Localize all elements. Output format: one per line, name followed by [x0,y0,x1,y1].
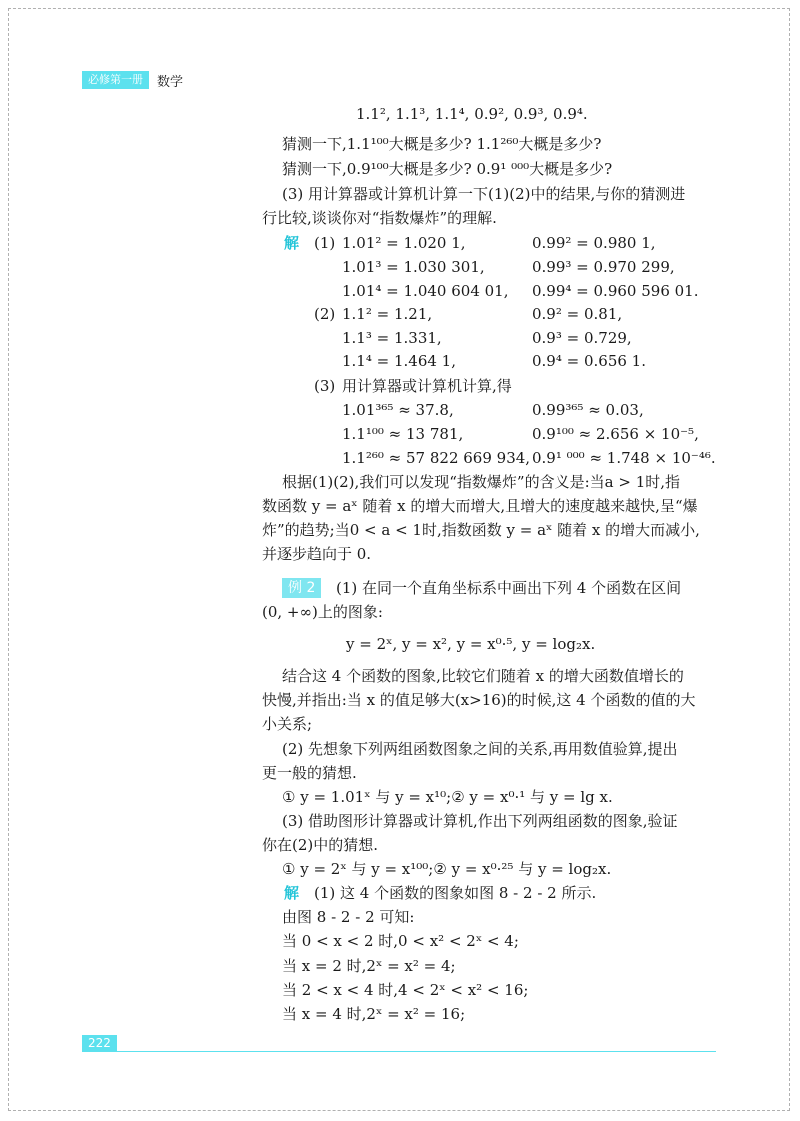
example-functions: y = 2ˣ, y = x², y = x⁰·⁵, y = log₂x. [346,635,596,653]
solution2-line-4: 当 2 < x < 4 时,4 < 2ˣ < x² < 16; [282,981,529,999]
solution2-line-3: 当 x = 2 时,2ˣ = x² = 4; [282,957,456,975]
example-line-7: 更一般的猜想. [262,764,357,782]
example-line-8: ① y = 1.01ˣ 与 y = x¹⁰;② y = x⁰·¹ 与 y = lg x. [282,788,613,806]
part1-left-2: 1.01⁴ = 1.040 604 01, [342,282,509,300]
guess-line-2: 猜测一下,0.9¹⁰⁰大概是多少? 0.9¹ ⁰⁰⁰大概是多少? [282,160,613,178]
running-header [82,71,183,89]
conclusion-line-4: 并逐步趋向于 0. [262,545,372,563]
example-line-10: 你在(2)中的猜想. [262,836,379,854]
example-line-5: 小关系; [262,715,313,733]
example-line-1: (0, +∞)上的图象: [262,603,383,621]
part3-left-2: 1.1²⁶⁰ ≈ 57 822 669 934, [342,449,531,467]
solution2-line-0: (1) 这 4 个函数的图象如图 8 - 2 - 2 所示. [314,884,597,902]
part3-number: (3) [314,377,336,395]
subject-label: 数学 [157,74,184,90]
part1-right-2: 0.99⁴ = 0.960 596 01. [532,282,699,300]
example-tag: 例 2 [282,578,321,598]
part2-right-0: 0.9² = 0.81, [532,305,623,323]
part3-right-1: 0.9¹⁰⁰ ≈ 2.656 × 10⁻⁵, [532,425,699,443]
example-line-9: (3) 借助图形计算器或计算机,作出下列两组函数的图象,验证 [282,812,678,830]
part2-left-2: 1.1⁴ = 1.464 1, [342,352,456,370]
part1-left-1: 1.01³ = 1.030 301, [342,258,485,276]
solution2-line-2: 当 0 < x < 2 时,0 < x² < 2ˣ < 4; [282,932,519,950]
solution-label: 解 [284,234,300,252]
task-line-1: (3) 用计算器或计算机计算一下(1)(2)中的结果,与你的猜测进 [282,185,686,203]
part2-left-1: 1.1³ = 1.331, [342,329,442,347]
solution2-line-5: 当 x = 4 时,2ˣ = x² = 16; [282,1005,466,1023]
part1-right-0: 0.99² = 0.980 1, [532,234,656,252]
part1-number: (1) [314,234,336,252]
part3-left-1: 1.1¹⁰⁰ ≈ 13 781, [342,425,464,443]
part3-left-0: 1.01³⁶⁵ ≈ 37.8, [342,401,454,419]
part2-right-2: 0.9⁴ = 0.656 1. [532,352,646,370]
solution2-line-1: 由图 8 - 2 - 2 可知: [282,908,415,926]
conclusion-line-2: 数函数 y = aˣ 随着 x 的增大而增大,且增大的速度越来越快,呈“爆 [262,497,698,515]
part3-right-0: 0.99³⁶⁵ ≈ 0.03, [532,401,644,419]
conclusion-line-1: 根据(1)(2),我们可以发现“指数爆炸”的含义是:当a > 1时,指 [282,473,681,491]
footer-rule [82,1051,716,1052]
guess-line-1: 猜测一下,1.1¹⁰⁰大概是多少? 1.1²⁶⁰大概是多少? [282,135,602,153]
example-line-3: 结合这 4 个函数的图象,比较它们随着 x 的增大函数值增长的 [282,667,684,685]
part1-left-0: 1.01² = 1.020 1, [342,234,466,252]
part1-right-1: 0.99³ = 0.970 299, [532,258,675,276]
solution2-label: 解 [284,884,300,902]
part2-number: (2) [314,305,336,323]
conclusion-line-3: 炸”的趋势;当0 < a < 1时,指数函数 y = aˣ 随着 x 的增大而减小, [262,521,700,539]
example-line-6: (2) 先想象下列两组函数图象之间的关系,再用数值验算,提出 [282,740,678,758]
example-line-11: ① y = 2ˣ 与 y = x¹⁰⁰;② y = x⁰·²⁵ 与 y = log₂x. [282,860,612,878]
page-number: 222 [82,1035,117,1051]
example-line-0: (1) 在同一个直角坐标系中画出下列 4 个函数在区间 [336,579,682,597]
example-line-4: 快慢,并指出:当 x 的值足够大(x>16)的时候,这 4 个函数的值的大 [262,691,696,709]
part3-right-2: 0.9¹ ⁰⁰⁰ ≈ 1.748 × 10⁻⁴⁶. [532,449,716,467]
part2-left-0: 1.1² = 1.21, [342,305,433,323]
part3-intro: 用计算器或计算机计算,得 [342,377,512,395]
task-line-2: 行比较,谈谈你对“指数爆炸”的理解. [262,209,497,227]
book-tag: 必修第一册 [82,71,149,89]
sequence-line: 1.1², 1.1³, 1.1⁴, 0.9², 0.9³, 0.9⁴. [356,105,588,123]
part2-right-1: 0.9³ = 0.729, [532,329,632,347]
